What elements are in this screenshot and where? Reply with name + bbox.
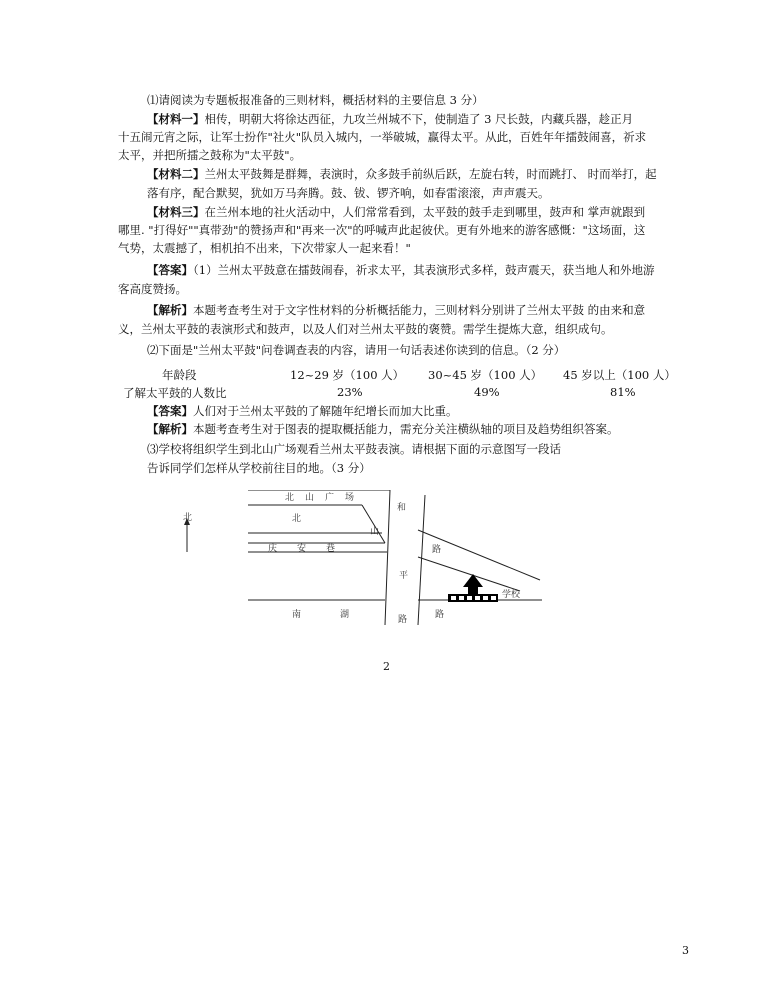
north-label: 北 [183,513,193,523]
q3-prompt-line-1: ⑶学校将组织学生到北山广场观看兰州太平鼓表演。请根据下面的示意图写一段话 [147,442,561,456]
q3-prompt-line-2: 告诉同学们怎样从学校前往目的地。（3 分） [147,461,371,475]
qingan-lane-label-3: 巷 [326,544,336,554]
beishan-road-label-1: 北 [292,514,302,524]
school-road-label: 路 [432,545,442,555]
q1-answer-line-1 [147,262,655,278]
q1-answer-text-1: （1）兰州太平鼓意在擂鼓闹春，祈求太平，其表演形式多样，鼓声震天，获当地人和外地游 [193,263,655,277]
q1-answer-line-2: 客高度赞扬。 [118,282,187,296]
q2-answer-text: 人们对于兰州太平鼓的了解随年纪增长而加大比重。 [193,404,458,418]
q1-explain-line-1 [147,302,645,318]
figure-number: 2 [383,660,390,673]
q2-explain [147,421,619,437]
heping-road-label-3: 路 [398,615,408,625]
plaza-label-2: 山 [305,493,315,503]
q1-answer-tag: 【答案】 [147,263,193,277]
plaza-label-3: 广 [325,493,335,503]
survey-group-3: 45 岁以上（100 人） [563,368,676,382]
q2-prompt: ⑵下面是"兰州太平鼓"问卷调查表的内容，请用一句话表述你读到的信息。（2 分） [147,343,566,357]
nanhu-road-label-3: 路 [435,610,445,620]
q2-answer [147,403,458,419]
material-1-text-1: 相传，明朝大将徐达西征，九攻兰州城不下，使制造了 3 尺长鼓，内藏兵器，趁正月 [204,112,634,126]
plaza-label-4: 场 [345,493,355,503]
nanhu-road-label-1: 南 [292,610,302,620]
survey-header-label: 年龄段 [162,368,197,382]
q1-explain-tag: 【解析】 [147,303,193,317]
material-2-line-2: 落有序，配合默契，犹如万马奔腾。鼓、钹、锣齐响，如春雷滚滚，声声震天。 [147,186,550,200]
material-3-line-2: 哪里. "打得好""真带劲"的赞扬声和"再来一次"的呼喊声此起彼伏。更有外地来的游客感慨："这场面，这 [118,223,646,237]
survey-value-2: 49% [474,385,500,399]
plaza-label-1: 北 [285,493,295,503]
school-icon [448,574,498,602]
material-3-text-1: 在兰州本地的社火活动中，人们常常看到，太平鼓的鼓手走到哪里，鼓声和 掌声就跟到 [204,205,646,219]
north-arrow-icon [184,518,190,552]
qingan-lane-label-2: 安 [297,544,307,554]
material-2-text-1: 兰州太平鼓舞是群舞，表演时，众多鼓手前纵后跃，左旋右转，时而跳打、 时而举打，起 [204,167,657,181]
survey-value-1: 23% [337,385,363,399]
heping-road-label-2: 平 [399,571,409,581]
material-3-tag: 【材料三】 [147,205,205,219]
q1-explain-text-1: 本题考查考生对于文字性材料的分析概括能力，三则材料分别讲了兰州太平鼓 的由来和意 [193,303,646,317]
material-3-line-1 [147,204,645,220]
survey-value-3: 81% [610,385,636,399]
map-roads [248,490,542,625]
survey-row-label: 了解太平鼓的人数比 [123,386,227,400]
material-1-line-2: 十五闹元宵之际，让军士扮作"社火"队员入城内，一举破城，赢得太平。从此，百姓年年擂鼓闹喜，祈求 [118,130,647,144]
q2-explain-text: 本题考查考生对于图表的提取概括能力，需充分关注横纵轴的项目及趋势组织答案。 [193,422,619,436]
qingan-lane-label-1: 庆 [268,544,278,554]
nanhu-road-label-2: 湖 [340,610,350,620]
survey-group-2: 30~45 岁（100 人） [428,368,543,382]
page-number: 3 [682,944,689,957]
heping-road-label-1: 和 [397,503,407,513]
material-2-tag: 【材料二】 [147,167,205,181]
q2-explain-tag: 【解析】 [147,422,193,436]
material-2-line-1 [147,166,657,182]
school-label: 学校 [502,590,521,600]
route-map [180,490,550,625]
q1-prompt: ⑴请阅读为专题板报准备的三则材料，概括材料的主要信息 3 分） [147,93,484,107]
q1-explain-line-2: 义，兰州太平鼓的表演形式和鼓声，以及人们对兰州太平鼓的褒赞。需学生提炼大意，组织成句。 [118,322,613,336]
material-1-tag: 【材料一】 [147,112,205,126]
material-1-line-3: 太平，并把所擂之鼓称为"太平鼓"。 [118,148,302,162]
material-3-line-3: 气势，太震撼了，相机拍不出来，下次带家人一起来看！" [118,241,411,255]
survey-group-1: 12~29 岁（100 人） [290,368,405,382]
q2-answer-tag: 【答案】 [147,404,193,418]
beishan-road-label-2: 山 [370,527,380,537]
material-1-line-1 [147,111,633,127]
